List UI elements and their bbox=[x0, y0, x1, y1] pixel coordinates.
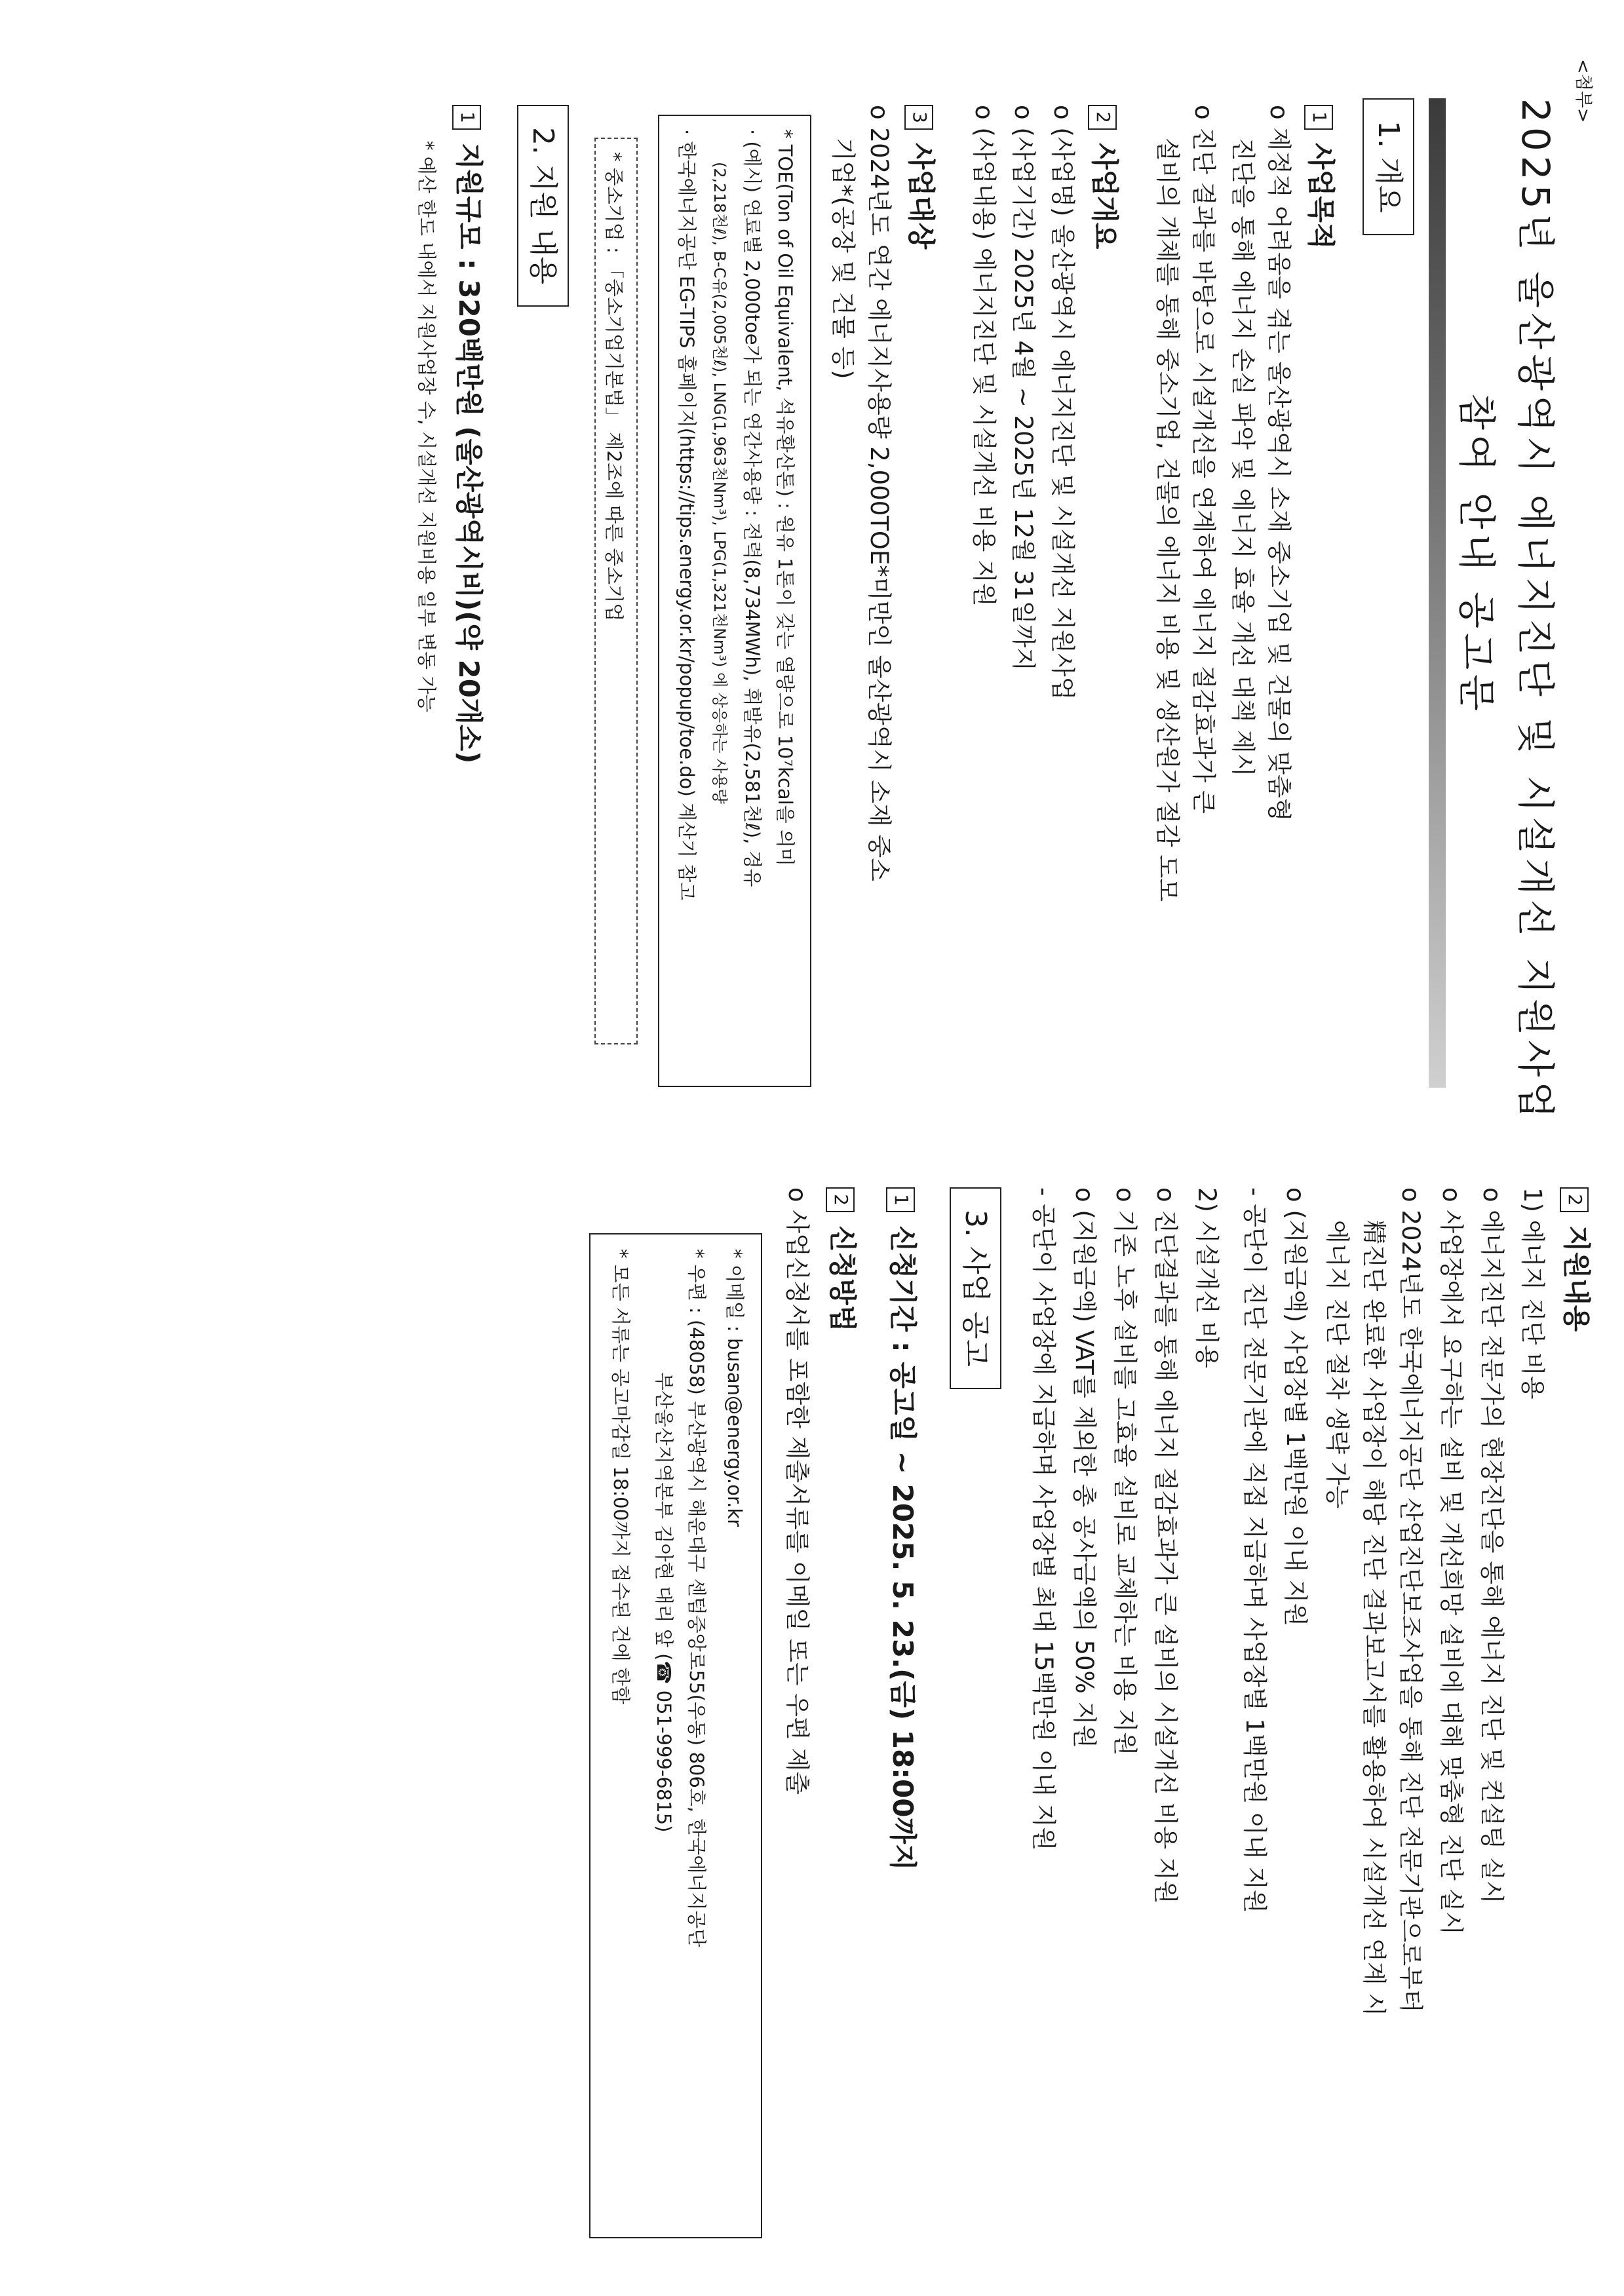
application-method-heading bbox=[824, 1187, 864, 1331]
overview-heading bbox=[1087, 105, 1126, 249]
purpose-text2-line2: 설비의 개체를 통해 중소기업, 건물의 에너지 비용 및 생산원가 절감 도모 bbox=[1153, 138, 1182, 902]
purpose-text2-line1: o 진단 결과를 바탕으로 시설개선을 연계하여 에너지 절감효과가 큰 bbox=[1189, 105, 1218, 814]
diagnosis-bullet-3-line2: 精진단 완료한 사업장이 해당 진단 결과보고서를 활용하여 시설개선 연계 시 bbox=[1360, 1220, 1388, 2017]
scale-number-box: 1 bbox=[453, 105, 482, 130]
purpose-title: 사업목적 bbox=[1305, 143, 1337, 250]
facility-amount: o (지원금액) VAT를 제외한 총 공사금액의 50% 지원 bbox=[1070, 1187, 1098, 1748]
deadline-note: * 모든 서류는 공고마감일 18:00까지 접수된 건에 한함 bbox=[609, 1249, 632, 1704]
contact-post-line1: * 우편 : (48058) 부산광역시 해운대구 센텀중앙로55(우동) 806호, 한국에너지공단 bbox=[686, 1249, 708, 1947]
facility-cost-subheading: 2) 시설개선 비용 bbox=[1193, 1187, 1221, 1368]
application-method-title: 신청방법 bbox=[826, 1225, 859, 1332]
scale-text: 지원규모 : 320백만원 (울산광역시비)(약 20개소) bbox=[453, 143, 485, 764]
overview-title: 사업개요 bbox=[1089, 143, 1121, 250]
facility-payment: - 공단이 사업장에 지급하며 사업장별 최대 15백만원 이내 지원 bbox=[1030, 1187, 1058, 1851]
target-text-line2: 기업*(공장 및 건물 등) bbox=[829, 138, 857, 379]
toe-note-line4: · 한국에너지공단 EG-TIPS 홈페이지(https://tips.energy.or.kr/popup/toe.do) 계산기 참고 bbox=[676, 129, 698, 901]
contact-info-box bbox=[589, 1233, 762, 2238]
diagnosis-amount: o (지원금액) 사업장별 1백만원 이내 지원 bbox=[1281, 1187, 1309, 1626]
target-number-box: 3 bbox=[905, 105, 934, 130]
facility-bullet-1: o 진단결과를 통해 에너지 절감효과가 큰 설비의 시설개선 비용 지원 bbox=[1151, 1187, 1180, 1904]
scale-note: * 예산 한도 내에서 지원사업장 수, 시설개선 지원비용 일부 변동 가능 bbox=[416, 141, 438, 713]
application-period-text: 신청기간 : 공고일 ~ 2025. 5. 23.(금) 18:00까지 bbox=[887, 1225, 919, 1871]
diagnosis-cost-subheading: 1) 에너지 진단 비용 bbox=[1518, 1187, 1547, 1400]
purpose-number-box: 1 bbox=[1305, 105, 1334, 130]
support-content-heading bbox=[1558, 1187, 1598, 1331]
section-3-heading: 3. 사업 공고 bbox=[950, 1187, 1001, 1389]
overview-content: o (사업내용) 에너지진단 및 시설개선 비용 지원 bbox=[970, 105, 998, 607]
contact-email: * 이메일 : busan@energy.or.kr bbox=[724, 1249, 746, 1527]
target-heading bbox=[903, 105, 942, 249]
toe-note-line1: * TOE(Ton of Oil Equivalent, 석유환산톤) : 원유 1톤이 갖는 열량으로 10⁷kcal을 의미 bbox=[774, 129, 796, 866]
target-title: 사업대상 bbox=[905, 143, 937, 250]
toe-note-box bbox=[658, 115, 811, 1087]
toe-note-line2: · (예시) 연료별 2,000toe가 되는 연간사용량 : 전력(8,734MWh), 휘발유(2,581천ℓ), 경유 bbox=[741, 129, 764, 887]
purpose-text-line1: o 제정적 어려움을 겪는 울산광역시 소재 중소기업 및 건물의 맞춤형 bbox=[1265, 105, 1293, 822]
toe-note-line3: (2,218천ℓ), B-C유(2,005천ℓ), LNG(1,963천Nm³), LPG(1,321천Nm³) 에 상응하는 사용량 bbox=[710, 162, 729, 804]
purpose-heading bbox=[1303, 105, 1342, 249]
attachment-label: <첨부> bbox=[1573, 59, 1593, 123]
diagnosis-payment: - 공단이 진단 전문기관에 직접 지급하며 사업장별 1백만원 이내 지원 bbox=[1241, 1187, 1269, 1913]
diagnosis-bullet-3-line1: o 2024년도 한국에너지공단 산업진단보조사업을 통해 진단 전문기관으로부터 bbox=[1397, 1187, 1425, 2013]
sme-note-box bbox=[594, 138, 638, 1044]
purpose-text-line2: 진단을 통해 에너지 손실 파악 및 에너지 효율 개선 대책 제시 bbox=[1229, 138, 1257, 777]
diagnosis-bullet-3-line3: 에너지 진단 절차 생략 가능 bbox=[1323, 1220, 1351, 1509]
support-content-title: 지원내용 bbox=[1560, 1225, 1593, 1332]
period-number-box: 1 bbox=[887, 1187, 916, 1212]
target-text-line1: o 2024년도 연간 에너지사용량 2,000TOE*미만인 울산광역시 소재 중소 bbox=[865, 105, 893, 881]
overview-number-box: 2 bbox=[1089, 105, 1117, 130]
diagnosis-bullet-1: o 에너지진단 전문가의 현장진단을 통해 에너지 진단 및 컨설팅 실시 bbox=[1478, 1187, 1506, 1904]
sme-note: * 중소기업 : 「중소기업기본법」 제2조에 따른 중소기업 bbox=[603, 152, 625, 622]
title-rule bbox=[1429, 98, 1446, 1088]
contact-post-line2: 부산울산지역본부 김아현 대리 앞 (☎ 051-999-6815) bbox=[653, 1372, 675, 1833]
section-1-heading: 1. 개요 bbox=[1363, 98, 1414, 235]
application-period bbox=[885, 1187, 924, 1871]
facility-bullet-2: o 기존 노후 설비를 고효율 설비로 교체하는 비용 지원 bbox=[1111, 1187, 1139, 1756]
scale-heading bbox=[451, 105, 490, 763]
support-content-number-box: 2 bbox=[1560, 1187, 1589, 1212]
right-column bbox=[0, 1148, 1624, 2262]
method-number-box: 2 bbox=[826, 1187, 855, 1212]
page-title: 2025년 울산광역시 에너지진단 및 시설개선 지원사업 bbox=[1513, 98, 1558, 1123]
section-2-heading: 2. 지원 내용 bbox=[517, 105, 569, 307]
overview-name: o (사업명) 울산광역시 에너지진단 및 시설개선 지원사업 bbox=[1049, 105, 1077, 700]
diagnosis-bullet-2: o 사업장에서 요구하는 설비 및 개선희망 설비에 대해 맞춤형 진단 실시 bbox=[1437, 1187, 1465, 1936]
left-column bbox=[0, 0, 1624, 1123]
page-subtitle: 참여 안내 공고문 bbox=[1454, 393, 1499, 716]
application-method-text: o 사업신청서를 포함한 제출서류를 이메일 또는 우편 제출 bbox=[783, 1187, 811, 1795]
overview-period: o (사업기간) 2025년 4월 ~ 2025년 12월 31일까지 bbox=[1009, 105, 1037, 672]
